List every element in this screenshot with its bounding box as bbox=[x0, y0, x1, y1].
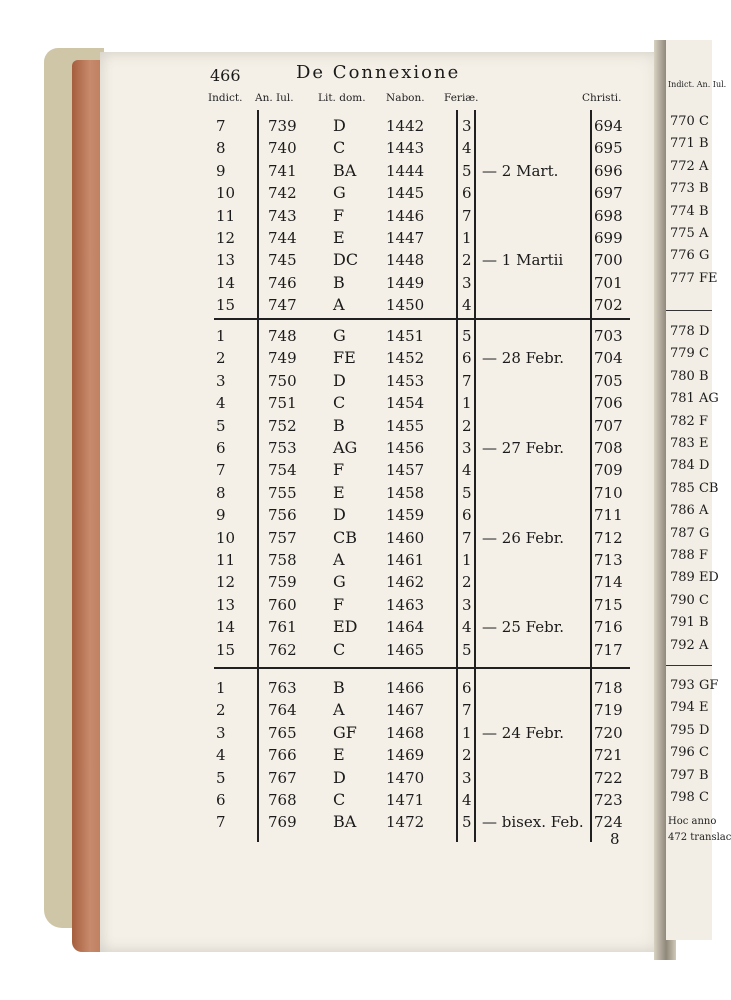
lit-dom-cell: ED bbox=[333, 617, 358, 636]
note-text: 1 Martii bbox=[501, 251, 564, 269]
facing-page-row: 789 ED bbox=[670, 570, 719, 585]
header-indict: Indict. bbox=[208, 92, 243, 104]
lit-dom-cell: C bbox=[333, 640, 346, 659]
feria-cell: 6 bbox=[462, 184, 472, 202]
rule-feriae bbox=[474, 110, 476, 842]
indict-cell: 8 bbox=[216, 139, 226, 157]
an-iul-cell: 753 bbox=[268, 439, 297, 457]
nabon-cell: 1453 bbox=[386, 372, 425, 390]
note-dash: — bbox=[482, 251, 502, 269]
an-iul-cell: 765 bbox=[268, 724, 297, 742]
facing-page-row: 774 B bbox=[670, 204, 709, 219]
indict-cell: 7 bbox=[216, 461, 226, 479]
lit-dom-cell: C bbox=[333, 790, 346, 809]
lit-dom-cell: E bbox=[333, 228, 345, 247]
lit-dom-cell: D bbox=[333, 768, 346, 787]
christi-cell: 706 bbox=[594, 394, 623, 412]
indict-cell: 7 bbox=[216, 813, 226, 831]
nabon-cell: 1443 bbox=[386, 139, 425, 157]
facing-page-row: 775 A bbox=[670, 226, 709, 241]
feria-cell: 5 bbox=[462, 813, 472, 831]
easter-note bbox=[482, 163, 558, 179]
nabon-cell: 1452 bbox=[386, 349, 425, 367]
an-iul-cell: 754 bbox=[268, 461, 297, 479]
facing-page-row: 781 AG bbox=[670, 391, 719, 406]
feria-cell: 3 bbox=[462, 769, 472, 787]
feria-cell: 7 bbox=[462, 701, 472, 719]
indict-cell: 10 bbox=[216, 529, 236, 547]
feria-cell: 1 bbox=[462, 394, 472, 412]
christi-cell: 710 bbox=[594, 484, 623, 502]
nabon-cell: 1462 bbox=[386, 573, 425, 591]
indict-cell: 6 bbox=[216, 439, 226, 457]
christi-cell: 705 bbox=[594, 372, 623, 390]
feria-cell: 5 bbox=[462, 327, 472, 345]
facing-page-row: 783 E bbox=[670, 436, 709, 451]
header-nabon: Nabon. bbox=[386, 92, 425, 104]
feria-cell: 4 bbox=[462, 618, 472, 636]
an-iul-cell: 752 bbox=[268, 417, 297, 435]
easter-note bbox=[482, 619, 564, 635]
indict-cell: 2 bbox=[216, 701, 226, 719]
christi-cell: 703 bbox=[594, 327, 623, 345]
feria-cell: 7 bbox=[462, 372, 472, 390]
an-iul-cell: 769 bbox=[268, 813, 297, 831]
feria-cell: 3 bbox=[462, 274, 472, 292]
lit-dom-cell: G bbox=[333, 183, 346, 202]
feria-cell: 1 bbox=[462, 551, 472, 569]
note-text: 2 Mart. bbox=[501, 162, 559, 180]
facing-page-divider bbox=[666, 665, 712, 666]
nabon-cell: 1445 bbox=[386, 184, 425, 202]
lit-dom-cell: A bbox=[333, 700, 345, 719]
indict-cell: 3 bbox=[216, 724, 226, 742]
indict-cell: 10 bbox=[216, 184, 236, 202]
indict-cell: 2 bbox=[216, 349, 226, 367]
facing-page-footer: 472 translac bbox=[668, 832, 731, 843]
christi-cell: 697 bbox=[594, 184, 623, 202]
an-iul-cell: 762 bbox=[268, 641, 297, 659]
nabon-cell: 1459 bbox=[386, 506, 425, 524]
an-iul-cell: 746 bbox=[268, 274, 297, 292]
nabon-cell: 1471 bbox=[386, 791, 425, 809]
an-iul-cell: 749 bbox=[268, 349, 297, 367]
christi-cell: 708 bbox=[594, 439, 623, 457]
lit-dom-cell: FE bbox=[333, 348, 356, 367]
an-iul-cell: 768 bbox=[268, 791, 297, 809]
christi-cell: 701 bbox=[594, 274, 623, 292]
header-lit-dom: Lit. dom. bbox=[318, 92, 366, 104]
facing-page-row: 792 A bbox=[670, 638, 709, 653]
note-dash: — bbox=[482, 439, 502, 457]
facing-page-divider bbox=[666, 310, 712, 311]
an-iul-cell: 763 bbox=[268, 679, 297, 697]
nabon-cell: 1458 bbox=[386, 484, 425, 502]
lit-dom-cell: A bbox=[333, 550, 345, 569]
christi-cell: 712 bbox=[594, 529, 623, 547]
facing-page-row: 795 D bbox=[670, 723, 710, 738]
an-iul-cell: 756 bbox=[268, 506, 297, 524]
an-iul-cell: 748 bbox=[268, 327, 297, 345]
easter-note bbox=[482, 252, 563, 268]
facing-page-row: 771 B bbox=[670, 136, 709, 151]
christi-cell: 696 bbox=[594, 162, 623, 180]
lit-dom-cell: D bbox=[333, 505, 346, 524]
facing-page-row: 777 FE bbox=[670, 271, 718, 286]
note-text: 26 Febr. bbox=[501, 529, 564, 547]
christi-cell: 717 bbox=[594, 641, 623, 659]
an-iul-cell: 739 bbox=[268, 117, 297, 135]
easter-note bbox=[482, 725, 564, 741]
christi-cell: 698 bbox=[594, 207, 623, 225]
lit-dom-cell: F bbox=[333, 206, 345, 225]
an-iul-cell: 761 bbox=[268, 618, 297, 636]
easter-note bbox=[482, 350, 564, 366]
facing-page-row: 776 G bbox=[670, 248, 710, 263]
header-an-iul: An. Iul. bbox=[255, 92, 294, 104]
indict-cell: 15 bbox=[216, 641, 236, 659]
lit-dom-cell: G bbox=[333, 326, 346, 345]
an-iul-cell: 767 bbox=[268, 769, 297, 787]
an-iul-cell: 741 bbox=[268, 162, 297, 180]
feria-cell: 4 bbox=[462, 296, 472, 314]
feria-cell: 1 bbox=[462, 229, 472, 247]
christi-cell: 715 bbox=[594, 596, 623, 614]
facing-page-row: 787 G bbox=[670, 526, 710, 541]
christi-cell: 707 bbox=[594, 417, 623, 435]
note-text: bisex. Feb. bbox=[501, 813, 584, 831]
lit-dom-cell: B bbox=[333, 273, 345, 292]
indict-cell: 4 bbox=[216, 394, 226, 412]
nabon-cell: 1469 bbox=[386, 746, 425, 764]
feria-cell: 5 bbox=[462, 484, 472, 502]
christi-cell: 711 bbox=[594, 506, 623, 524]
indict-cell: 12 bbox=[216, 573, 236, 591]
facing-page-row: 770 C bbox=[670, 114, 709, 129]
nabon-cell: 1463 bbox=[386, 596, 425, 614]
indict-cell: 14 bbox=[216, 618, 236, 636]
facing-page-row: 780 B bbox=[670, 369, 709, 384]
nabon-cell: 1447 bbox=[386, 229, 425, 247]
header-feriae: Feriæ. bbox=[444, 92, 479, 104]
lit-dom-cell: DC bbox=[333, 250, 359, 269]
an-iul-cell: 766 bbox=[268, 746, 297, 764]
feria-cell: 3 bbox=[462, 439, 472, 457]
feria-cell: 6 bbox=[462, 349, 472, 367]
nabon-cell: 1470 bbox=[386, 769, 425, 787]
lit-dom-cell: D bbox=[333, 371, 346, 390]
feria-cell: 2 bbox=[462, 746, 472, 764]
lit-dom-cell: BA bbox=[333, 161, 357, 180]
feria-cell: 5 bbox=[462, 641, 472, 659]
lit-dom-cell: B bbox=[333, 678, 345, 697]
nabon-cell: 1460 bbox=[386, 529, 425, 547]
block-divider bbox=[214, 318, 630, 320]
an-iul-cell: 757 bbox=[268, 529, 297, 547]
christi-cell: 719 bbox=[594, 701, 623, 719]
an-iul-cell: 755 bbox=[268, 484, 297, 502]
an-iul-cell: 750 bbox=[268, 372, 297, 390]
nabon-cell: 1451 bbox=[386, 327, 425, 345]
an-iul-cell: 747 bbox=[268, 296, 297, 314]
indict-cell: 11 bbox=[216, 207, 236, 225]
lit-dom-cell: C bbox=[333, 393, 346, 412]
rule-indict bbox=[257, 110, 259, 842]
nabon-cell: 1467 bbox=[386, 701, 425, 719]
indict-cell: 13 bbox=[216, 596, 236, 614]
an-iul-cell: 743 bbox=[268, 207, 297, 225]
header-christi: Christi. bbox=[582, 92, 622, 104]
christi-cell: 714 bbox=[594, 573, 623, 591]
christi-cell: 699 bbox=[594, 229, 623, 247]
an-iul-cell: 760 bbox=[268, 596, 297, 614]
note-dash: — bbox=[482, 349, 502, 367]
christi-cell: 722 bbox=[594, 769, 623, 787]
note-text: 25 Febr. bbox=[501, 618, 564, 636]
indict-cell: 8 bbox=[216, 484, 226, 502]
lit-dom-cell: D bbox=[333, 116, 346, 135]
facing-page-row: 779 C bbox=[670, 346, 709, 361]
easter-note bbox=[482, 530, 564, 546]
nabon-cell: 1466 bbox=[386, 679, 425, 697]
lit-dom-cell: F bbox=[333, 460, 345, 479]
facing-page-row: 796 C bbox=[670, 745, 709, 760]
nabon-cell: 1455 bbox=[386, 417, 425, 435]
facing-page-header: Indict. An. Iul. bbox=[668, 80, 727, 89]
facing-page-row: 793 GF bbox=[670, 678, 719, 693]
an-iul-cell: 744 bbox=[268, 229, 297, 247]
feria-cell: 6 bbox=[462, 506, 472, 524]
an-iul-cell: 745 bbox=[268, 251, 297, 269]
nabon-cell: 1456 bbox=[386, 439, 425, 457]
indict-cell: 6 bbox=[216, 791, 226, 809]
easter-note bbox=[482, 814, 584, 830]
feria-cell: 2 bbox=[462, 251, 472, 269]
indict-cell: 7 bbox=[216, 117, 226, 135]
facing-page-row: 794 E bbox=[670, 700, 709, 715]
christi-cell: 721 bbox=[594, 746, 623, 764]
indict-cell: 3 bbox=[216, 372, 226, 390]
feria-cell: 2 bbox=[462, 573, 472, 591]
feria-cell: 4 bbox=[462, 461, 472, 479]
lit-dom-cell: F bbox=[333, 595, 345, 614]
lit-dom-cell: G bbox=[333, 572, 346, 591]
indict-cell: 14 bbox=[216, 274, 236, 292]
feria-cell: 7 bbox=[462, 207, 472, 225]
facing-page-row: 782 F bbox=[670, 414, 708, 429]
easter-note bbox=[482, 440, 564, 456]
an-iul-cell: 740 bbox=[268, 139, 297, 157]
facing-page-row: 791 B bbox=[670, 615, 709, 630]
christi-cell: 702 bbox=[594, 296, 623, 314]
feria-cell: 3 bbox=[462, 117, 472, 135]
lit-dom-cell: E bbox=[333, 483, 345, 502]
facing-page bbox=[666, 40, 731, 940]
christi-cell: 700 bbox=[594, 251, 623, 269]
an-iul-cell: 764 bbox=[268, 701, 297, 719]
indict-cell: 1 bbox=[216, 679, 226, 697]
indict-cell: 5 bbox=[216, 769, 226, 787]
christi-cell: 694 bbox=[594, 117, 623, 135]
christi-cell: 718 bbox=[594, 679, 623, 697]
nabon-cell: 1444 bbox=[386, 162, 425, 180]
facing-page-row: 797 B bbox=[670, 768, 709, 783]
lit-dom-cell: AG bbox=[333, 438, 358, 457]
christi-cell: 724 bbox=[594, 813, 623, 831]
lit-dom-cell: B bbox=[333, 416, 345, 435]
feria-cell: 4 bbox=[462, 791, 472, 809]
christi-cell: 723 bbox=[594, 791, 623, 809]
note-text: 24 Febr. bbox=[501, 724, 564, 742]
nabon-cell: 1450 bbox=[386, 296, 425, 314]
an-iul-cell: 742 bbox=[268, 184, 297, 202]
feria-cell: 6 bbox=[462, 679, 472, 697]
running-head: De Connexione bbox=[296, 62, 461, 83]
christi-cell: 704 bbox=[594, 349, 623, 367]
lit-dom-cell: BA bbox=[333, 812, 357, 831]
indict-cell: 4 bbox=[216, 746, 226, 764]
nabon-cell: 1442 bbox=[386, 117, 425, 135]
facing-page-footer: Hoc anno bbox=[668, 816, 717, 827]
feria-cell: 7 bbox=[462, 529, 472, 547]
note-text: 28 Febr. bbox=[501, 349, 564, 367]
an-iul-cell: 751 bbox=[268, 394, 297, 412]
nabon-cell: 1472 bbox=[386, 813, 425, 831]
nabon-cell: 1461 bbox=[386, 551, 425, 569]
nabon-cell: 1468 bbox=[386, 724, 425, 742]
lit-dom-cell: A bbox=[333, 295, 345, 314]
feria-cell: 3 bbox=[462, 596, 472, 614]
facing-page-row: 772 A bbox=[670, 159, 709, 174]
lit-dom-cell: CB bbox=[333, 528, 357, 547]
feria-cell: 5 bbox=[462, 162, 472, 180]
christi-cell: 713 bbox=[594, 551, 623, 569]
indict-cell: 15 bbox=[216, 296, 236, 314]
nabon-cell: 1446 bbox=[386, 207, 425, 225]
nabon-cell: 1464 bbox=[386, 618, 425, 636]
note-dash: — bbox=[482, 618, 502, 636]
christi-cell: 695 bbox=[594, 139, 623, 157]
nabon-cell: 1454 bbox=[386, 394, 425, 412]
facing-page-row: 798 C bbox=[670, 790, 709, 805]
facing-page-row: 784 D bbox=[670, 458, 710, 473]
catchword: 8 bbox=[610, 830, 620, 848]
lit-dom-cell: C bbox=[333, 138, 346, 157]
facing-page-row: 786 A bbox=[670, 503, 709, 518]
note-dash: — bbox=[482, 529, 502, 547]
christi-cell: 720 bbox=[594, 724, 623, 742]
note-dash: — bbox=[482, 724, 502, 742]
rule-christi bbox=[590, 110, 592, 842]
indict-cell: 12 bbox=[216, 229, 236, 247]
nabon-cell: 1449 bbox=[386, 274, 425, 292]
nabon-cell: 1457 bbox=[386, 461, 425, 479]
indict-cell: 9 bbox=[216, 506, 226, 524]
facing-page-row: 788 F bbox=[670, 548, 708, 563]
lit-dom-cell: E bbox=[333, 745, 345, 764]
feria-cell: 2 bbox=[462, 417, 472, 435]
christi-cell: 709 bbox=[594, 461, 623, 479]
an-iul-cell: 758 bbox=[268, 551, 297, 569]
indict-cell: 13 bbox=[216, 251, 236, 269]
christi-cell: 716 bbox=[594, 618, 623, 636]
note-dash: — bbox=[482, 813, 502, 831]
nabon-cell: 1448 bbox=[386, 251, 425, 269]
note-dash: — bbox=[482, 162, 502, 180]
lit-dom-cell: GF bbox=[333, 723, 357, 742]
indict-cell: 5 bbox=[216, 417, 226, 435]
facing-page-row: 773 B bbox=[670, 181, 709, 196]
feria-cell: 1 bbox=[462, 724, 472, 742]
block-divider bbox=[214, 667, 630, 669]
facing-page-row: 785 CB bbox=[670, 481, 719, 496]
facing-page-row: 790 C bbox=[670, 593, 709, 608]
indict-cell: 11 bbox=[216, 551, 236, 569]
feria-cell: 4 bbox=[462, 139, 472, 157]
page-number: 466 bbox=[210, 66, 241, 85]
indict-cell: 1 bbox=[216, 327, 226, 345]
facing-page-row: 778 D bbox=[670, 324, 710, 339]
indict-cell: 9 bbox=[216, 162, 226, 180]
rule-nabon bbox=[456, 110, 458, 842]
note-text: 27 Febr. bbox=[501, 439, 564, 457]
nabon-cell: 1465 bbox=[386, 641, 425, 659]
an-iul-cell: 759 bbox=[268, 573, 297, 591]
